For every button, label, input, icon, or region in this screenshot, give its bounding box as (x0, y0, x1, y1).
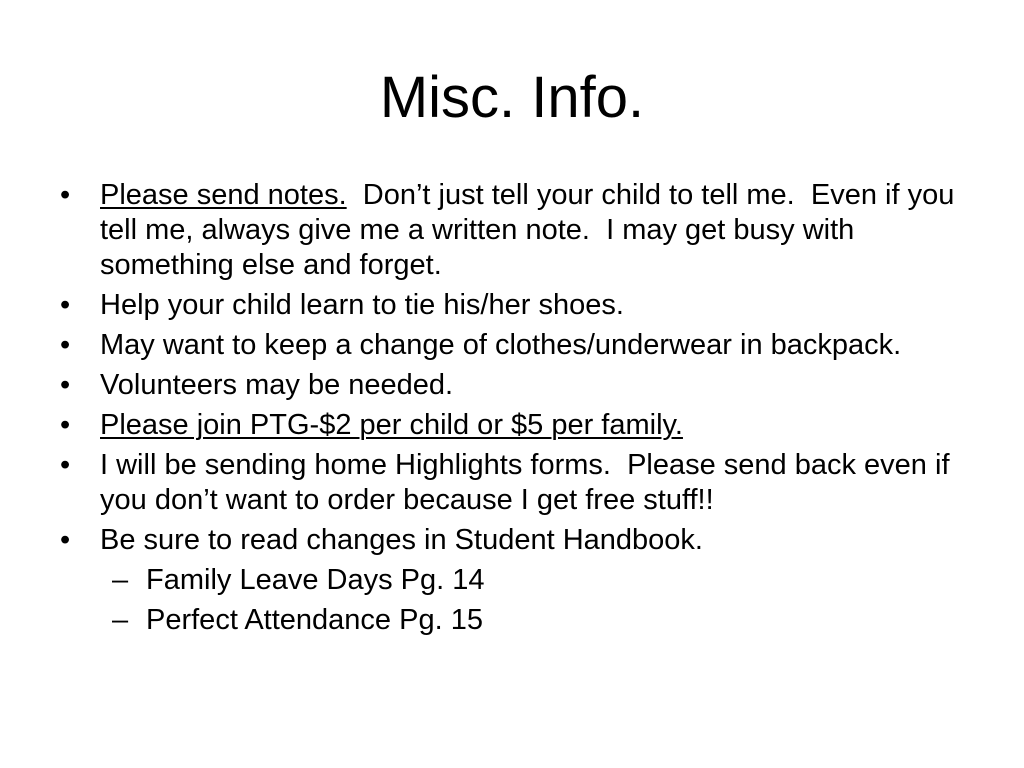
list-item (52, 448, 982, 518)
bullet-icon: • (60, 449, 71, 481)
sub-list-item (52, 563, 982, 598)
sub-list-item (52, 603, 982, 638)
bullet-icon: • (60, 369, 71, 401)
list-item (52, 328, 982, 363)
item-text: Be sure to read changes in Student Handbook. (100, 524, 703, 556)
item-text: Help your child learn to tie his/her shoes. (100, 289, 624, 321)
list-item (52, 523, 982, 558)
bullet-icon: • (60, 329, 71, 361)
item-text: I will be sending home Highlights forms. Please send back even if you don’t want to order because I get free stuff!! (100, 449, 958, 516)
item-text: Volunteers may be needed. (100, 369, 454, 401)
sub-item-text: Family Leave Days Pg. 14 (146, 564, 485, 596)
item-text: Don’t just tell your child to tell me. Even if you tell me, always give me a written note. I may get busy with something else and forget. (100, 179, 963, 281)
item-text: May want to keep a change of clothes/underwear in backpack. (100, 329, 902, 361)
bullet-list (52, 178, 982, 643)
sub-item-text: Perfect Attendance Pg. 15 (146, 604, 483, 636)
list-item (52, 408, 982, 443)
bullet-icon: • (60, 179, 71, 211)
bullet-icon: • (60, 409, 71, 441)
bullet-icon: • (60, 289, 71, 321)
dash-icon: – (112, 564, 129, 596)
bullet-icon: • (60, 524, 71, 556)
underlined-text: Please join PTG-$2 per child or $5 per family. (100, 409, 683, 441)
list-item (52, 288, 982, 323)
underlined-text: Please send notes. (100, 179, 347, 211)
list-item (52, 368, 982, 403)
dash-icon: – (112, 604, 129, 636)
slide-title: Misc. Info. (379, 65, 645, 130)
list-item (52, 178, 982, 283)
